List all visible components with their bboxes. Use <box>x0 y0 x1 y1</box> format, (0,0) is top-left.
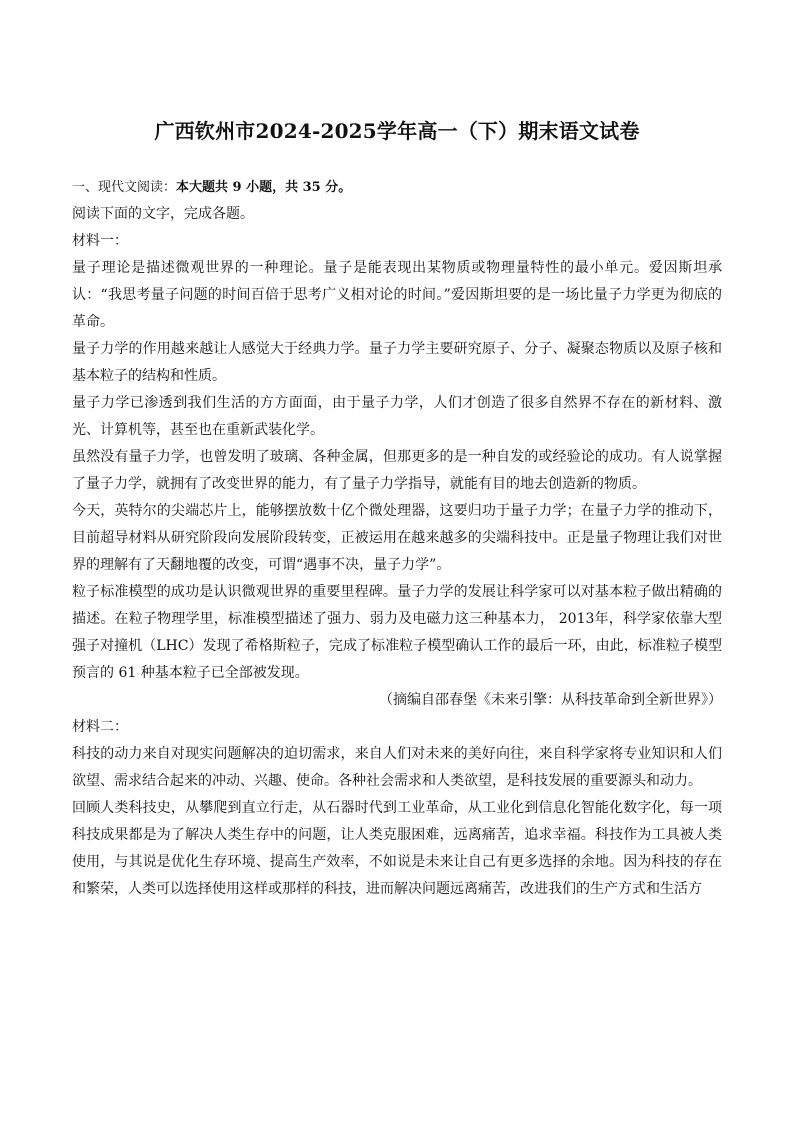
material-one-label: 材料一： <box>72 233 128 249</box>
exam-content <box>72 174 722 903</box>
material-one-paragraph: 量子理论是描述微观世界的一种理论。量子是能表现出某物质或物理量特性的最小单元。爱因斯坦承认：“我思考量子问题的时间百倍于思考广义相对论的时间。”爱因斯坦要的是一场比量子力学更为彻底的革命。 <box>72 260 722 330</box>
material-one-paragraph: 量子力学已渗透到我们生活的方方面面，由于量子力学，人们才创造了很多自然界不存在的新材料、激光、计算机等，甚至也在重新武装化学。 <box>72 395 722 438</box>
material-one-paragraph: 虽然没有量子力学，也曾发明了玻璃、各种金属，但那更多的是一种自发的或经验论的成功。有人说掌握了量子力学，就拥有了改变世界的能力，有了量子力学指导，就能有目的地去创造新的物质。 <box>72 449 722 492</box>
section-heading-prefix: 一、现代文阅读： <box>72 180 177 195</box>
material-two-paragraph: 回顾人类科技史，从攀爬到直立行走，从石器时代到工业革命，从工业化到信息化智能化数字化，每一项科技成果都是为了解决人类生存中的问题，让人类克服困难，远离痛苦，追求幸福。科技作为工具被人类使用，与其说是优化生存环境、提高生产效率，不如说是未来让自己有更多选择的余地。因为科技的存在和繁荣，人类可以选择使用这样或那样的科技，进而解决问题远离痛苦，改进我们的生产方式和生活方 <box>72 800 722 897</box>
exam-title: 广西钦州市2024-2025学年高一（下）期末语文试卷 <box>154 119 640 144</box>
section-heading-score: 本大题共 9 小题，共 35 分。 <box>176 180 352 195</box>
material-two-paragraph: 科技的动力来自对现实问题解决的迫切需求，来自人们对未来的美好向往，来自科学家将专业知识和人们欲望、需求结合起来的冲动、兴趣、使命。各种社会需求和人类欲望，是科技发展的重要源头和动力。 <box>72 746 722 789</box>
reading-instruction: 阅读下面的文字，完成各题。 <box>72 206 254 222</box>
section-heading <box>72 174 722 201</box>
material-two-label: 材料二： <box>72 719 128 735</box>
material-one-paragraph: 粒子标准模型的成功是认识微观世界的重要里程碑。量子力学的发展让科学家可以对基本粒子做出精确的描述。在粒子物理学里，标准模型描述了强力、弱力及电磁力这三种基本力， 2013年，科学家依靠大型强子对撞机（LHC）发现了希格斯粒子，完成了标准粒子模型确认工作的最后一环，由此，标准粒子模型预言的 61 种基本粒子已全部被发现。 <box>72 584 722 681</box>
material-one-paragraph: 量子力学的作用越来越让人感觉大于经典力学。量子力学主要研究原子、分子、凝聚态物质以及原子核和基本粒子的结构和性质。 <box>72 341 722 384</box>
material-one-paragraph: 今天，英特尔的尖端芯片上，能够摆放数十亿个微处理器，这要归功于量子力学；在量子力学的推动下，目前超导材料从研究阶段向发展阶段转变，正被运用在越来越多的尖端科技中。正是量子物理让我们对世界的理解有了天翻地覆的改变，可谓“遇事不决，量子力学”。 <box>72 503 722 573</box>
material-one-source: （摘编自邵春堡《未来引擎：从科技革命到全新世界》） <box>379 692 722 708</box>
